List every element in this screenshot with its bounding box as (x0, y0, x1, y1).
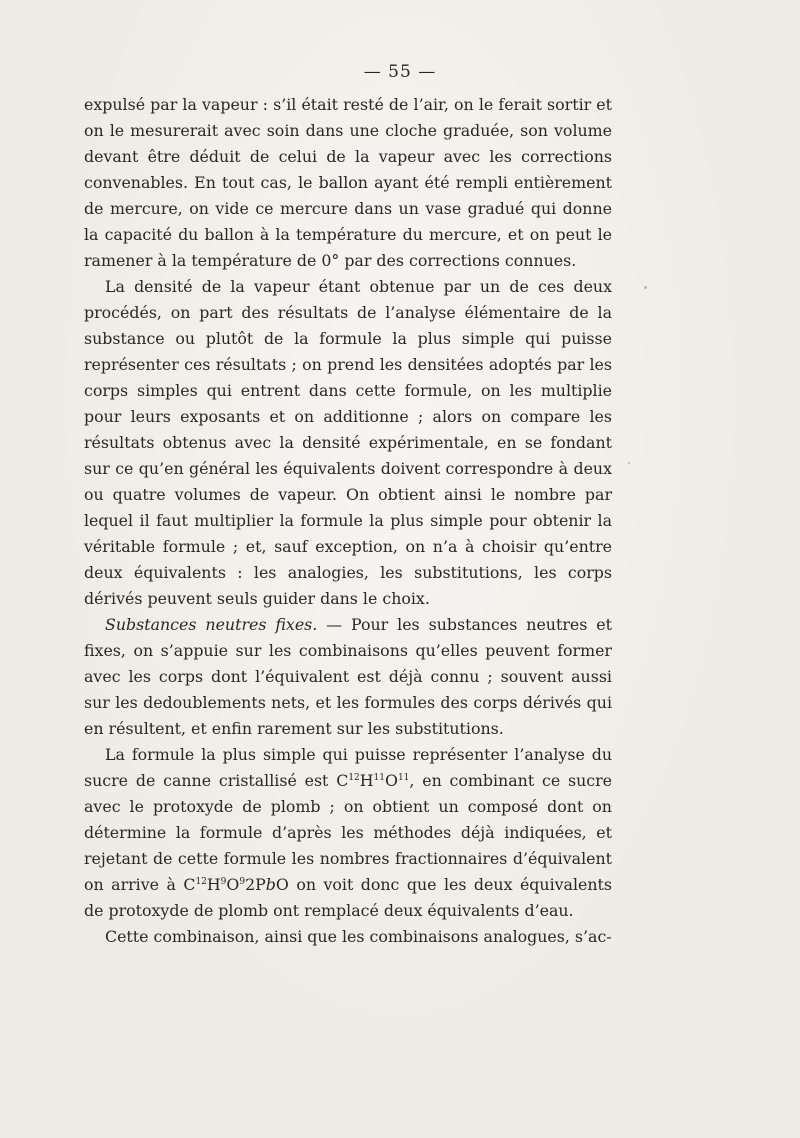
paragraph-3-body: — Pour les substances neutres et fixes, on s’appuie sur les combinaisons qu’elles peuvent former avec les corps dont l’équivalent est déjà connu ; souvent aussi sur les dedoublements nets, et les formules des corps dérivés qui en résultent, et enfin rarement sur les substitutions. (84, 615, 612, 738)
paper-speck (628, 462, 630, 464)
formula-symbol: H (206, 875, 221, 894)
paragraph-4-text-a: La formule la plus simple qui puisse représenter l’analyse du sucre de canne cristallisé est (84, 745, 612, 790)
formula-index: 9 (239, 877, 246, 887)
paragraph-3 (84, 612, 612, 742)
chemical-formula-plomb-compound (183, 875, 289, 894)
formula-symbol: O (385, 771, 398, 790)
paragraph-1: expulsé par la vapeur : s’il était resté de l’air, on le ferait sortir et on le mesurerait avec soin dans une cloche graduée, son volume devant être déduit de celui de la vapeur avec les corrections convenables. En tout cas, le ballon ayant été rempli entièrement de mercure, on vide ce mercure dans un vase gradué qui donne la capacité du ballon à la température du mercure, et on peut le ramener à la température de 0° par des corrections connues. (84, 95, 612, 270)
formula-index: 12 (195, 877, 207, 887)
formula-index: 11 (373, 773, 385, 783)
formula-index: 9 (220, 877, 227, 887)
paragraph-4 (84, 742, 612, 924)
paragraph-4-text-c: on voit donc que les deux équivalents de protoxyde de plomb ont remplacé deux équivalents d’eau. (84, 875, 613, 920)
section-heading-substances-neutres-fixes: Substances neutres fixes. (105, 615, 318, 634)
formula-index: 11 (397, 773, 410, 783)
formula-symbol: b (265, 875, 276, 894)
paragraph-5: Cette combinaison, ainsi que les combinaisons analogues, s’ac- (105, 927, 612, 946)
formula-index: 12 (348, 773, 360, 783)
formula-symbol: H (359, 771, 374, 790)
formula-symbol: C (183, 875, 196, 894)
formula-symbol: C (336, 771, 349, 790)
formula-symbol: O (275, 875, 289, 894)
paragraph-2: La densité de la vapeur étant obtenue par un de ces deux procédés, on part des résultats de l’analyse élémentaire de la substance ou plutôt de la formule la plus simple qui puisse représenter ces résultats ; on prend les densitées adoptés par les corps simples qui entrent dans cette formule, on les multiplie pour leurs exposants et on additionne ; alors on compare les résultats obtenus avec la densité expérimentale, en se fondant sur ce qu’en général les équivalents doivent correspondre à deux ou quatre volumes de vapeur. On obtient ainsi le nombre par lequel il faut multiplier la formule la plus simple pour obtenir la véritable formule ; et, sauf exception, on n’a à choisir qu’entre deux équivalents : les analogies, les substitutions, les corps dérivés peuvent seuls guider dans le choix. (84, 277, 612, 608)
paper-speck (644, 286, 647, 289)
paragraph-4-text-b: , en combinant ce sucre avec le protoxyde de plomb ; on obtient un composé dont on détermine la formule d’après les méthodes déjà indiquées, et rejetant de cette formule les nombres fractionnaires d’équivalent on arrive à (84, 771, 613, 894)
formula-symbol: O (226, 875, 240, 894)
page-number: — 55 — (363, 62, 437, 82)
formula-symbol: 2P (245, 875, 266, 894)
chemical-formula-sucre (336, 771, 409, 790)
page-body-text (84, 92, 612, 950)
